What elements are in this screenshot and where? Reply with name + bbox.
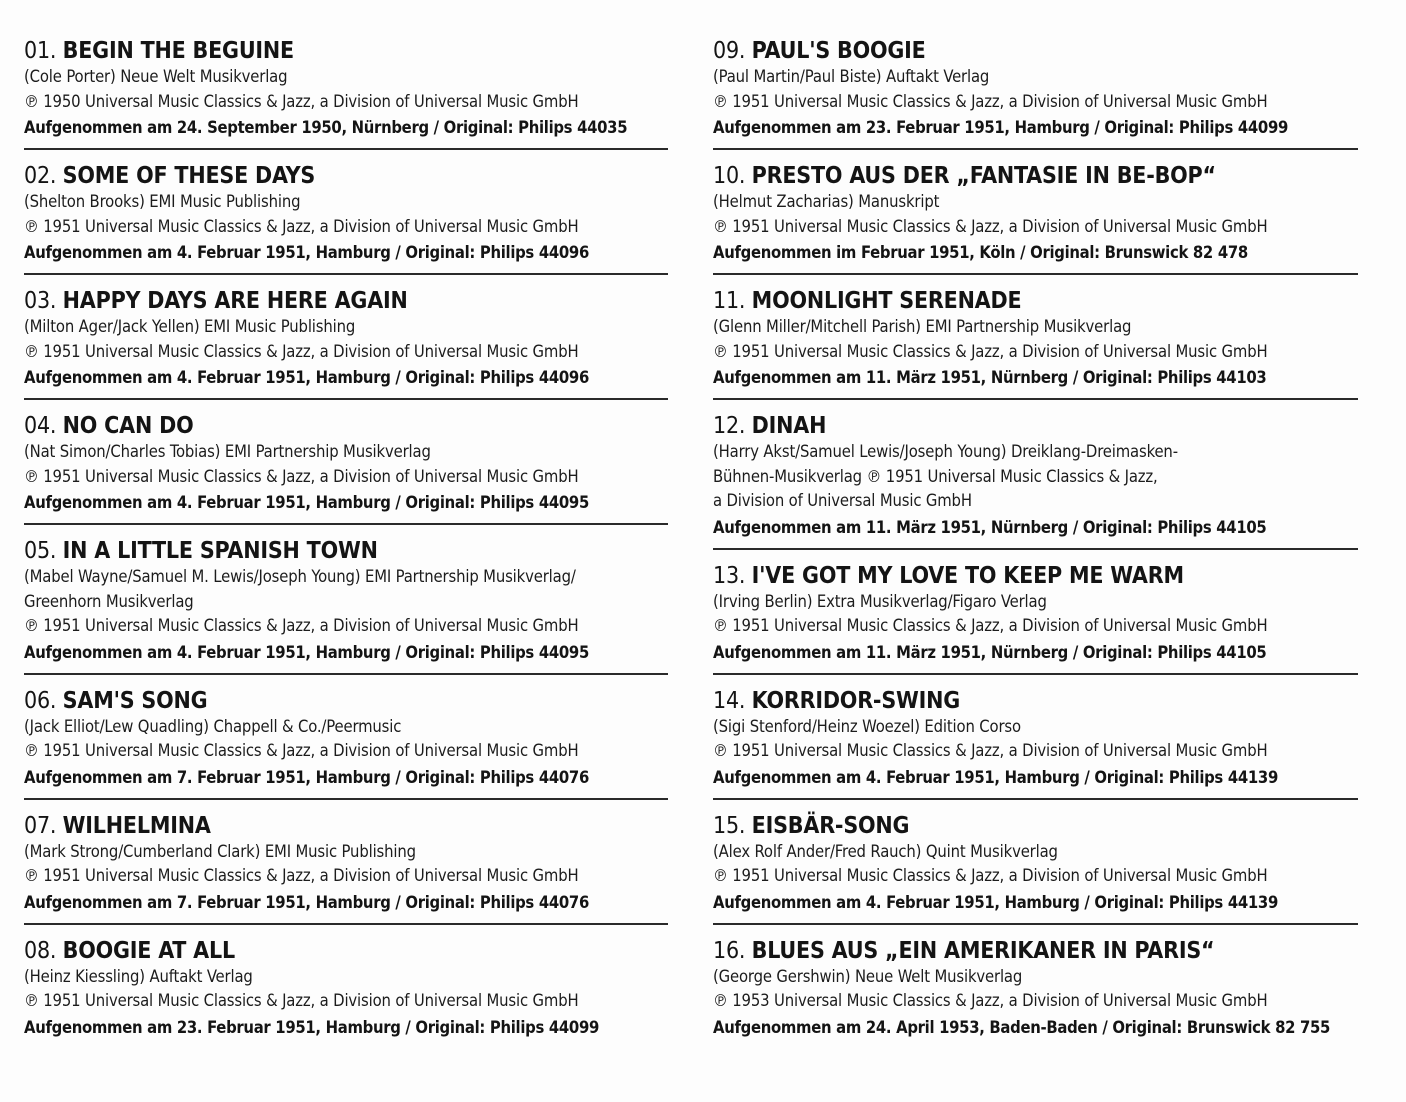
track-number: 11. — [713, 288, 746, 314]
copyright-line: ℗ 1951 Universal Music Classics & Jazz, a Division of Universal Music GmbH — [713, 91, 1268, 111]
credits-line: (Heinz Kiessling) Auftakt Verlag — [24, 966, 253, 986]
track-name: HAPPY DAYS ARE HERE AGAIN — [62, 288, 408, 314]
track-entry — [24, 162, 668, 275]
track-number: 02. — [24, 163, 57, 189]
recording-info: Aufgenommen am 4. Februar 1951, Hamburg / Original: Philips 44096 — [24, 243, 589, 262]
track-title — [713, 812, 1358, 840]
track-number: 06. — [24, 687, 57, 714]
divider-rule — [713, 398, 1358, 400]
track-name: WILHELMINA — [62, 812, 211, 839]
copyright-line: ℗ 1951 Universal Music Classics & Jazz, a Division of Universal Music GmbH — [713, 216, 1268, 236]
divider-rule — [24, 273, 668, 275]
tracklist-left-column — [24, 37, 668, 1042]
credits-line: (George Gershwin) Neue Welt Musikverlag — [713, 966, 1023, 986]
copyright-line: ℗ 1951 Universal Music Classics & Jazz, a Division of Universal Music GmbH — [24, 216, 579, 236]
track-number: 09. — [713, 38, 746, 64]
track-title — [713, 937, 1358, 965]
track-title — [24, 412, 668, 440]
divider-rule — [24, 523, 668, 525]
credits-line: (Harry Akst/Samuel Lewis/Joseph Young) Dreiklang-Dreimasken- — [713, 442, 1178, 461]
credits-line: (Sigi Stenford/Heinz Woezel) Edition Corso — [713, 716, 1021, 736]
track-title — [24, 812, 668, 840]
track-title — [24, 37, 668, 65]
track-entry — [713, 412, 1358, 550]
divider-rule — [24, 923, 668, 925]
divider-rule — [713, 548, 1358, 550]
credits-line: (Milton Ager/Jack Yellen) EMI Music Publishing — [24, 317, 356, 336]
copyright-line: ℗ 1951 Universal Music Classics & Jazz, a Division of Universal Music GmbH — [24, 616, 579, 635]
credits-line: (Nat Simon/Charles Tobias) EMI Partnership Musikverlag — [24, 442, 431, 461]
divider-rule — [24, 798, 668, 800]
divider-rule — [713, 798, 1358, 800]
track-number: 15. — [713, 812, 746, 839]
recording-info: Aufgenommen am 4. Februar 1951, Hamburg / Original: Philips 44139 — [713, 767, 1278, 787]
divider-rule — [713, 273, 1358, 275]
track-entry — [24, 37, 668, 150]
recording-info: Aufgenommen am 4. Februar 1951, Hamburg / Original: Philips 44095 — [24, 642, 589, 662]
recording-info: Aufgenommen am 24. April 1953, Baden-Baden / Original: Brunswick 82 755 — [713, 1017, 1331, 1037]
copyright-line: ℗ 1950 Universal Music Classics & Jazz, a Division of Universal Music GmbH — [24, 91, 579, 111]
track-name: MOONLIGHT SERENADE — [751, 288, 1022, 314]
credits-line: Bühnen-Musikverlag ℗ 1951 Universal Music Classics & Jazz, — [713, 466, 1158, 486]
recording-info: Aufgenommen am 23. Februar 1951, Hamburg / Original: Philips 44099 — [713, 118, 1288, 137]
track-entry — [713, 562, 1358, 675]
track-entry — [24, 812, 668, 925]
credits-line: (Alex Rolf Ander/Fred Rauch) Quint Musikverlag — [713, 841, 1058, 861]
track-entry — [24, 687, 668, 800]
track-name: KORRIDOR-SWING — [751, 687, 961, 714]
track-title — [713, 162, 1358, 190]
track-title — [24, 537, 668, 565]
copyright-line: ℗ 1951 Universal Music Classics & Jazz, a Division of Universal Music GmbH — [24, 741, 579, 760]
recording-info: Aufgenommen am 7. Februar 1951, Hamburg / Original: Philips 44076 — [24, 892, 589, 912]
track-number: 13. — [713, 562, 746, 589]
track-entry — [24, 287, 668, 400]
track-title — [24, 287, 668, 315]
recording-info: Aufgenommen am 24. September 1950, Nürnberg / Original: Philips 44035 — [24, 118, 628, 137]
track-entry — [713, 687, 1358, 800]
track-name: SOME OF THESE DAYS — [62, 163, 316, 189]
recording-info: Aufgenommen am 4. Februar 1951, Hamburg / Original: Philips 44096 — [24, 368, 589, 387]
track-name: BOOGIE AT ALL — [62, 937, 235, 964]
divider-rule — [24, 673, 668, 675]
copyright-line: ℗ 1951 Universal Music Classics & Jazz, a Division of Universal Music GmbH — [713, 616, 1268, 635]
track-number: 01. — [24, 38, 57, 64]
track-title — [24, 937, 668, 965]
recording-info: Aufgenommen am 4. Februar 1951, Hamburg / Original: Philips 44139 — [713, 892, 1278, 912]
track-title — [713, 37, 1358, 65]
track-title — [713, 687, 1358, 715]
copyright-line: ℗ 1951 Universal Music Classics & Jazz, a Division of Universal Music GmbH — [24, 866, 579, 885]
credits-line: (Irving Berlin) Extra Musikverlag/Figaro Verlag — [713, 591, 1047, 611]
recording-info: Aufgenommen am 4. Februar 1951, Hamburg / Original: Philips 44095 — [24, 493, 589, 512]
track-number: 12. — [713, 413, 746, 439]
track-entry — [713, 37, 1358, 150]
track-name: SAM'S SONG — [62, 687, 208, 714]
divider-rule — [713, 148, 1358, 150]
track-entry — [713, 162, 1358, 275]
track-number: 16. — [713, 937, 746, 964]
track-number: 10. — [713, 163, 746, 189]
track-title — [713, 562, 1358, 590]
credits-line: (Shelton Brooks) EMI Music Publishing — [24, 192, 301, 211]
track-entry — [24, 537, 668, 675]
track-name: EISBÄR-SONG — [751, 812, 910, 839]
credits-line: (Paul Martin/Paul Biste) Auftakt Verlag — [713, 67, 990, 86]
track-name: PAUL'S BOOGIE — [751, 38, 926, 64]
track-number: 14. — [713, 687, 746, 714]
track-entry — [713, 287, 1358, 400]
divider-rule — [713, 673, 1358, 675]
recording-info: Aufgenommen am 23. Februar 1951, Hamburg / Original: Philips 44099 — [24, 1017, 599, 1037]
track-name: PRESTO AUS DER „FANTASIE IN BE-BOP“ — [751, 163, 1216, 189]
track-number: 03. — [24, 288, 57, 314]
recording-info: Aufgenommen am 11. März 1951, Nürnberg / Original: Philips 44105 — [713, 517, 1267, 537]
copyright-line: ℗ 1951 Universal Music Classics & Jazz, a Division of Universal Music GmbH — [713, 341, 1268, 361]
credits-line: (Mark Strong/Cumberland Clark) EMI Music Publishing — [24, 841, 416, 861]
divider-rule — [24, 148, 668, 150]
track-entry — [24, 937, 668, 1042]
recording-info: Aufgenommen am 7. Februar 1951, Hamburg / Original: Philips 44076 — [24, 767, 589, 787]
track-entry — [24, 412, 668, 525]
credits-line: (Glenn Miller/Mitchell Parish) EMI Partnership Musikverlag — [713, 317, 1132, 336]
copyright-line: ℗ 1951 Universal Music Classics & Jazz, a Division of Universal Music GmbH — [24, 466, 579, 486]
copyright-line: ℗ 1951 Universal Music Classics & Jazz, a Division of Universal Music GmbH — [713, 741, 1268, 760]
track-title — [24, 162, 668, 190]
track-entry — [713, 937, 1358, 1042]
track-title — [713, 287, 1358, 315]
divider-rule — [24, 398, 668, 400]
copyright-line: a Division of Universal Music GmbH — [713, 491, 972, 510]
track-title — [713, 412, 1358, 440]
track-number: 04. — [24, 413, 57, 439]
track-name: BLUES AUS „EIN AMERIKANER IN PARIS“ — [751, 937, 1215, 964]
track-number: 08. — [24, 937, 57, 964]
track-name: IN A LITTLE SPANISH TOWN — [62, 538, 378, 564]
copyright-line: ℗ 1951 Universal Music Classics & Jazz, a Division of Universal Music GmbH — [24, 341, 579, 361]
track-name: DINAH — [751, 413, 827, 439]
track-number: 05. — [24, 538, 57, 564]
tracklist-right-column — [713, 37, 1358, 1042]
divider-rule — [713, 923, 1358, 925]
credits-line: (Mabel Wayne/Samuel M. Lewis/Joseph Young) EMI Partnership Musikverlag/ — [24, 567, 576, 586]
track-number: 07. — [24, 812, 57, 839]
copyright-line: ℗ 1953 Universal Music Classics & Jazz, a Division of Universal Music GmbH — [713, 991, 1268, 1010]
credits-line: Greenhorn Musikverlag — [24, 591, 194, 611]
credits-line: (Cole Porter) Neue Welt Musikverlag — [24, 67, 288, 86]
track-entry — [713, 812, 1358, 925]
credits-line: (Jack Elliot/Lew Quadling) Chappell & Co./Peermusic — [24, 716, 402, 736]
track-name: I'VE GOT MY LOVE TO KEEP ME WARM — [751, 562, 1184, 589]
track-name: NO CAN DO — [62, 413, 194, 439]
credits-line: (Helmut Zacharias) Manuskript — [713, 192, 940, 211]
recording-info: Aufgenommen am 11. März 1951, Nürnberg / Original: Philips 44103 — [713, 368, 1267, 387]
copyright-line: ℗ 1951 Universal Music Classics & Jazz, a Division of Universal Music GmbH — [24, 991, 579, 1010]
track-name: BEGIN THE BEGUINE — [62, 38, 294, 64]
track-title — [24, 687, 668, 715]
copyright-line: ℗ 1951 Universal Music Classics & Jazz, a Division of Universal Music GmbH — [713, 866, 1268, 885]
recording-info: Aufgenommen im Februar 1951, Köln / Original: Brunswick 82 478 — [713, 243, 1248, 262]
recording-info: Aufgenommen am 11. März 1951, Nürnberg / Original: Philips 44105 — [713, 642, 1267, 662]
